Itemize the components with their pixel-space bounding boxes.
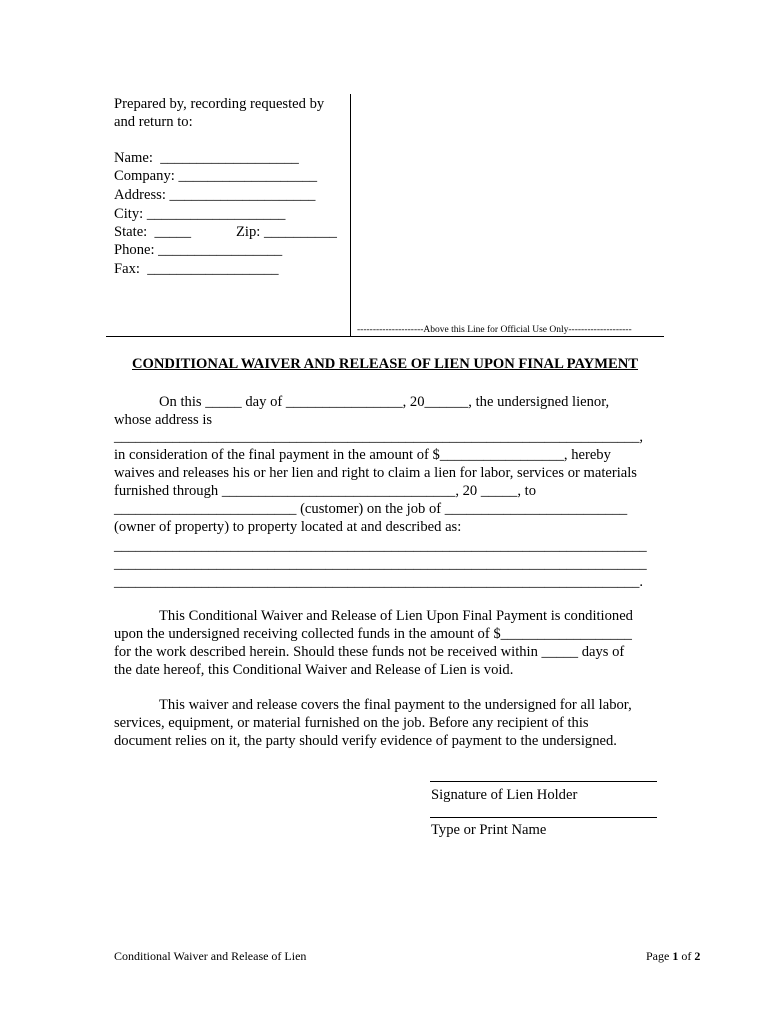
p2-line: the date hereof, this Conditional Waiver and Release of Lien is void.: [114, 662, 514, 678]
p2-line: upon the undersigned receiving collected funds in the amount of $__________________: [114, 626, 632, 642]
p2-line: for the work described herein. Should these funds not be received within _____ days of: [114, 644, 625, 660]
page-number: [646, 949, 700, 963]
fax-field: Fax: __________________: [114, 261, 279, 277]
p3-line: services, equipment, or material furnished on the job. Before any recipient of this: [114, 715, 589, 731]
page-current: 1: [672, 949, 679, 963]
header-vertical-divider: [350, 94, 351, 336]
p1-line: (owner of property) to property located at and described as:: [114, 519, 462, 535]
state-field: State: _____: [114, 224, 192, 240]
p3-line: This waiver and release covers the final payment to the undersigned for all labor,: [159, 697, 632, 713]
p3-line: document relies on it, the party should verify evidence of payment to the undersigned.: [114, 733, 617, 749]
p1-line: ________________________________________________________________________,: [114, 429, 644, 445]
signature-label: Signature of Lien Holder: [431, 787, 578, 803]
p1-line: _________________________________________________________________________: [114, 556, 647, 572]
p1-line: _________________________ (customer) on the job of _________________________: [114, 501, 628, 517]
address-field: Address: ____________________: [114, 187, 316, 203]
document-title: CONDITIONAL WAIVER AND RELEASE OF LIEN UPON FINAL PAYMENT: [132, 356, 638, 372]
header-horizontal-divider: [106, 336, 664, 337]
city-field: City: ___________________: [114, 206, 286, 222]
p1-line: _________________________________________________________________________: [114, 538, 647, 554]
phone-field: Phone: _________________: [114, 242, 283, 258]
print-name-line: [430, 817, 657, 818]
page-of: of: [678, 949, 695, 963]
page-prefix: Page: [646, 949, 673, 963]
p1-line: On this _____ day of ________________, 20______, the undersigned lienor,: [159, 394, 610, 410]
p1-line: waives and releases his or her lien and right to claim a lien for labor, services or materials: [114, 465, 637, 481]
company-field: Company: ___________________: [114, 168, 318, 184]
official-use-note: ---------------------Above this Line for Official Use Only--------------------: [357, 325, 632, 335]
p1-line: furnished through ________________________________, 20 _____, to: [114, 483, 536, 499]
print-name-label: Type or Print Name: [431, 822, 547, 838]
name-field: Name: ___________________: [114, 150, 299, 166]
p1-line: whose address is: [114, 412, 213, 428]
p2-line: This Conditional Waiver and Release of Lien Upon Final Payment is conditioned: [159, 608, 633, 624]
prepared-by-line-1: Prepared by, recording requested by: [114, 96, 325, 112]
zip-field: Zip: __________: [236, 224, 337, 240]
prepared-by-line-2: and return to:: [114, 114, 193, 130]
page-total: 2: [694, 949, 701, 963]
footer-title: Conditional Waiver and Release of Lien: [114, 949, 307, 963]
p1-line: ________________________________________________________________________.: [114, 574, 644, 590]
signature-line: [430, 781, 657, 782]
p1-line: in consideration of the final payment in the amount of $_________________, hereby: [114, 447, 611, 463]
